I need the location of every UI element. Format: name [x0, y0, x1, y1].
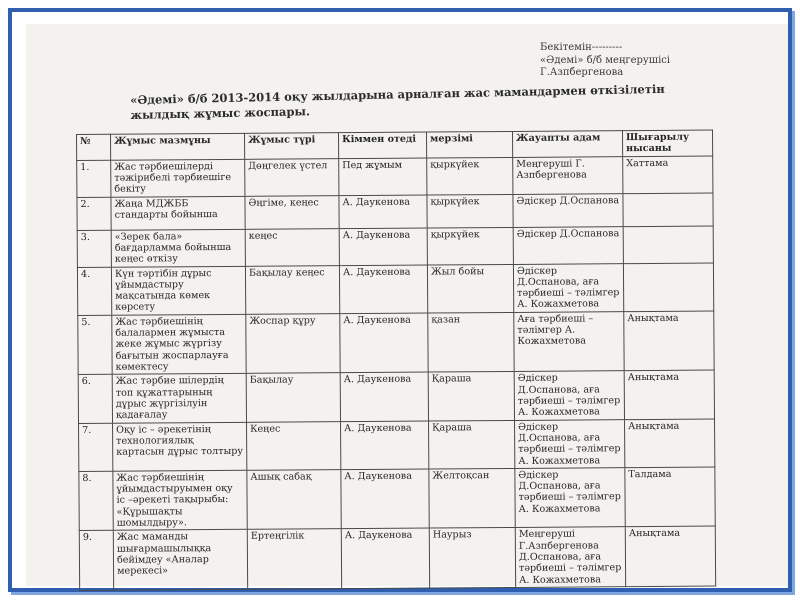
cell-number: 3.: [77, 230, 111, 267]
cell-output-form: [623, 193, 713, 227]
cell-deadline: қыркүйек: [427, 157, 513, 195]
cell-type: Әңгіме, кеңес: [245, 195, 339, 229]
cell-deadline: қыркүйек: [427, 227, 513, 265]
cell-with-whom: Пед жұмым: [339, 158, 427, 196]
title-line-2: жылдық жұмыс жоспары.: [130, 104, 311, 122]
table-row: [77, 226, 713, 267]
cell-type: Ашық сабақ: [247, 469, 341, 529]
cell-type: Дөңгелек үстел: [245, 158, 339, 196]
cell-type: Кеңес: [247, 421, 341, 470]
cell-type: Ертеңгілік: [247, 529, 341, 589]
header-deadline: мерзімі: [426, 131, 512, 157]
cell-deadline: Наурыз: [429, 528, 515, 588]
work-plan-table: [76, 130, 716, 591]
cell-with-whom: А. Даукенова: [341, 528, 429, 588]
cell-deadline: қазан: [428, 312, 514, 372]
table-row: [77, 263, 713, 316]
cell-content: «Зерек бала» бағдарламма бойынша кеңес өткізу: [111, 229, 245, 267]
cell-with-whom: А. Даукенова: [340, 313, 428, 373]
cell-output-form: Хаттама: [623, 156, 713, 194]
approval-line-3: Г.Азпбергенова: [540, 67, 624, 78]
cell-deadline: қыркүйек: [427, 194, 513, 228]
cell-responsible: Әдіскер Д.Оспанова, аға тәрбиеші – тәлімгер А. Кожахметова: [514, 371, 624, 420]
table-row: [78, 370, 714, 423]
cell-output-form: Анықтама: [624, 370, 714, 419]
cell-number: 5.: [78, 315, 112, 375]
cell-responsible: Әдіскер Д.Оспанова: [513, 226, 623, 264]
cell-number: 1.: [77, 160, 111, 197]
cell-output-form: [623, 263, 713, 312]
cell-output-form: Анықтама: [624, 311, 714, 371]
cell-type: Бақылау: [246, 373, 340, 422]
cell-content: Жас тәрбиешінің балалармен жұмыста жеке жұмыс жүргізу бағытын жоспарлауға көмектесу: [112, 314, 246, 374]
table-row: [79, 526, 715, 590]
cell-with-whom: А. Даукенова: [340, 372, 428, 421]
table-row: [79, 467, 715, 531]
cell-responsible: Аға тәрбиеші – тәлімгер А. Кожахметова: [514, 311, 624, 371]
cell-with-whom: А. Даукенова: [341, 469, 429, 529]
header-number: №: [77, 134, 111, 160]
cell-with-whom: А. Даукенова: [339, 265, 427, 314]
cell-type: кеңес: [245, 228, 339, 266]
cell-number: 7.: [79, 423, 113, 471]
cell-deadline: Жыл бойы: [427, 264, 513, 313]
cell-output-form: Анықтама: [625, 526, 715, 586]
table-row: [77, 156, 713, 197]
cell-number: 9.: [79, 531, 113, 591]
header-with-whom: Кіммен отеді: [338, 132, 426, 158]
cell-responsible: Әдіскер Д.Оспанова, аға тәрбиеші – тәлімгер А. Кожахметова: [515, 419, 625, 468]
cell-deadline: Қараша: [429, 420, 515, 469]
cell-content: Жаңа МДЖББ стандарты бойынша: [111, 196, 245, 230]
cell-with-whom: А. Даукенова: [339, 195, 427, 229]
cell-content: Жас тәрбие шілердің топ құжаттарының дұрыс жүргізілуін қадағалау: [112, 374, 246, 423]
cell-responsible: Әдіскер Д.Оспанова, аға тәрбиеші – тәлімгер А. Кожахметова: [513, 263, 623, 312]
cell-output-form: Анықтама: [625, 419, 715, 468]
cell-number: 4.: [77, 267, 111, 315]
cell-content: Жас тәрбиешінің ұйымдастыруымен оқу іс –әрекеті тақырыбы: «Құрышақты шомылдыру».: [113, 470, 247, 530]
cell-responsible: Меңгеруші Г. Азпбергенова: [513, 156, 623, 194]
cell-content: Оқу іс – әрекетінің технологиялық картасын дұрыс толтыру: [113, 422, 247, 471]
header-type: Жұмыс түрі: [244, 133, 338, 159]
cell-type: Бақылау кеңес: [245, 265, 339, 314]
header-content: Жұмыс мазмұны: [111, 133, 245, 160]
cell-content: Күн тәртібін дұрыс ұйымдастыру мақсатында көмек көрсету: [111, 266, 245, 315]
title-line-1: «Әдемі» б/б 2013-2014 оқу жылдарына арналған жас мамандармен өткізілетін: [130, 81, 665, 107]
approval-block: [540, 42, 730, 80]
cell-number: 8.: [79, 471, 113, 531]
cell-responsible: Әдіскер Д.Оспанова, аға тәрбиеші – тәлімгер А. Кожахметова: [515, 467, 625, 527]
cell-output-form: Талдама: [625, 467, 715, 527]
approval-line-2: «Әдемі» б/б меңгерушісі: [540, 54, 671, 66]
cell-responsible: Меңгеруші Г.Азпбергенова Д.Оспанова, аға тәрбиеші – тәлімгер А. Кожахметова: [515, 527, 625, 587]
header-output-form: Шығарылу нысаны: [622, 130, 712, 156]
cell-output-form: [623, 226, 713, 264]
cell-with-whom: А. Даукенова: [341, 421, 429, 470]
cell-deadline: Желтоқсан: [429, 468, 515, 528]
table-row: [77, 193, 713, 230]
cell-deadline: Қараша: [428, 372, 514, 421]
cell-content: Жас тәрбиешілерді тәжірибелі тәрбиешіге бекіту: [111, 159, 245, 197]
cell-number: 2.: [77, 197, 111, 230]
cell-with-whom: А. Даукенова: [339, 228, 427, 266]
table-row: [79, 419, 715, 472]
approval-line-1: Бекітемін---------: [540, 42, 623, 53]
cell-responsible: Әдіскер Д.Оспанова: [513, 193, 623, 227]
table-row: [78, 311, 714, 375]
cell-type: Жоспар құру: [246, 313, 340, 373]
header-responsible: Жауапты адам: [512, 131, 622, 157]
cell-number: 6.: [78, 375, 112, 423]
cell-content: Жас маманды шығармашылыққа бейімдеу «Аналар мерекесі»: [113, 530, 247, 590]
